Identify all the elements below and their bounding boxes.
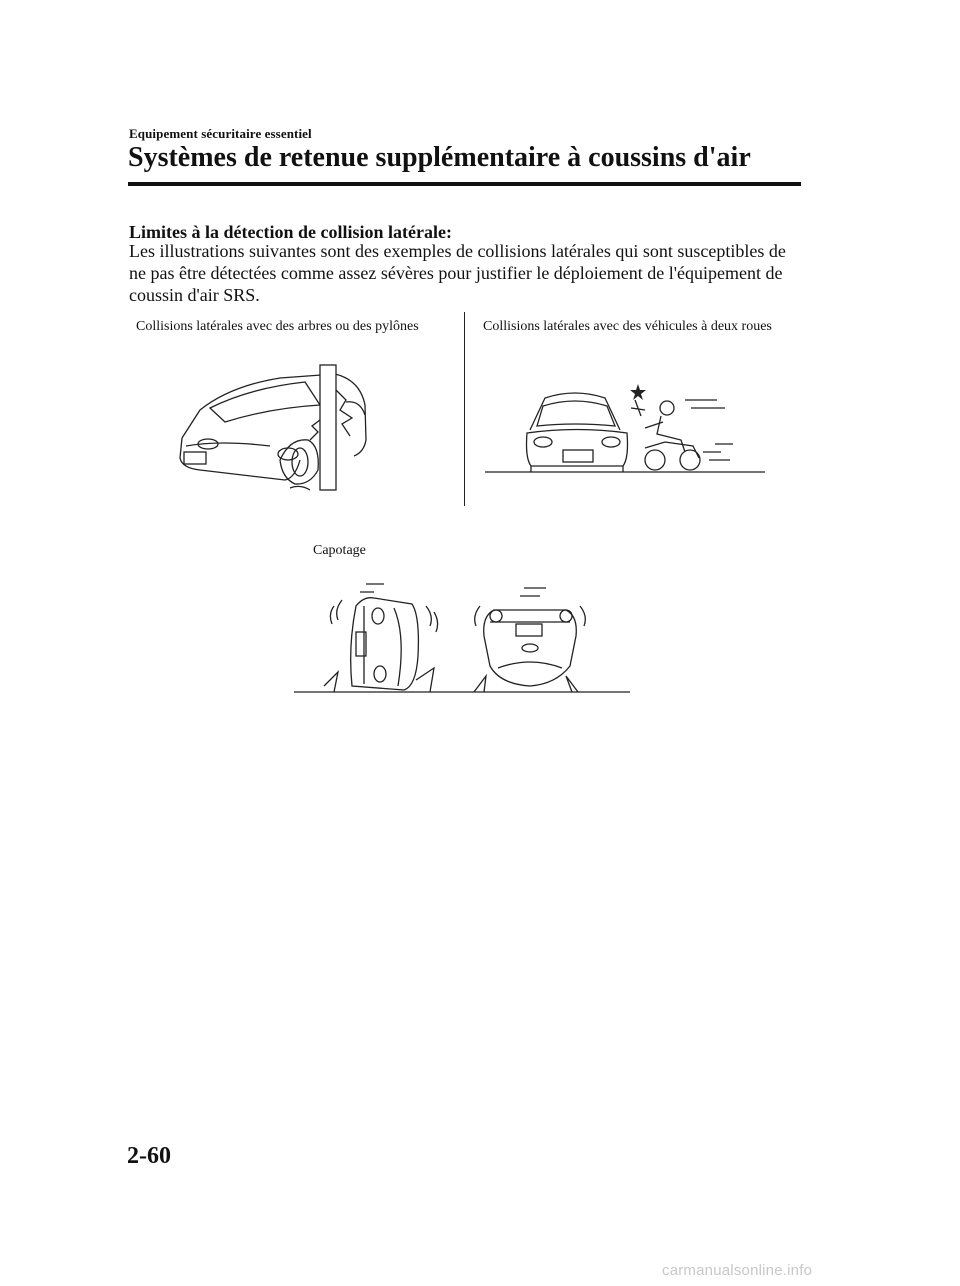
- page-number: 2-60: [127, 1143, 171, 1169]
- rollover-illustration: [294, 576, 630, 696]
- caption-motorcycle-collision: Collisions latérales avec des véhicules à deux roues: [483, 319, 772, 334]
- section-kicker: Equipement sécuritaire essentiel: [129, 126, 312, 141]
- column-divider: [464, 312, 465, 506]
- caption-pole-collision: Collisions latérales avec des arbres ou des pylônes: [136, 319, 419, 334]
- motorcycle-collision-illustration: [485, 378, 765, 476]
- caption-rollover: Capotage: [313, 543, 366, 558]
- page-title: Systèmes de retenue supplémentaire à coussins d'air: [128, 142, 751, 173]
- body-paragraph: Les illustrations suivantes sont des exemples de collisions latérales qui sont susceptibles de ne pas être détectées comme assez sévères pour justifier le déploiement de l'équipement de coussin d'air SRS.: [129, 241, 786, 305]
- watermark: carmanualsonline.info: [662, 1262, 813, 1279]
- pole-collision-illustration: [170, 360, 370, 495]
- title-rule: [128, 182, 801, 186]
- subheading: Limites à la détection de collision latérale:: [129, 222, 452, 242]
